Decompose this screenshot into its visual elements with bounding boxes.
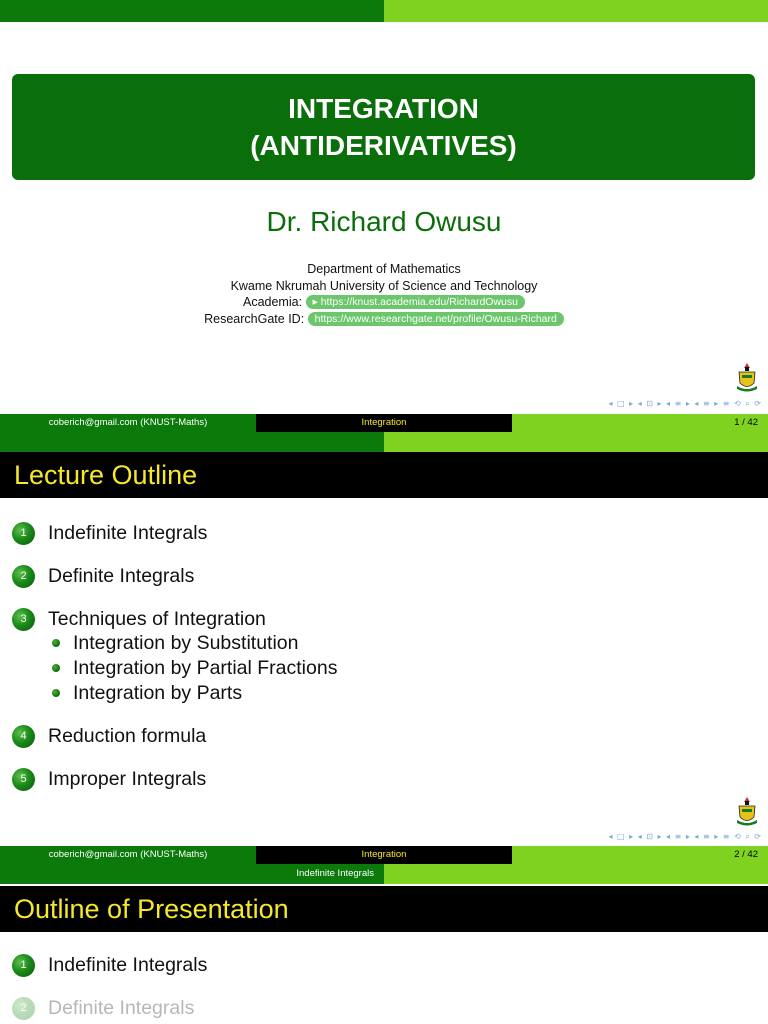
institution-block: [0, 261, 768, 327]
list-item[interactable]: [12, 768, 206, 791]
bullet-icon: [52, 689, 60, 697]
researchgate-row: [0, 311, 768, 328]
item-number-icon: 1: [12, 954, 35, 977]
list-item[interactable]: [12, 565, 194, 588]
item-label: Indefinite Integrals: [48, 522, 208, 544]
sub-list-item[interactable]: [52, 682, 242, 705]
frame-title: Outline of Presentation: [0, 886, 768, 932]
navigation-icons[interactable]: ◂ □ ▸ ◂ ⊡ ▸ ◂ ≡ ▸ ◂ ≡ ▸ ≡ ⟲ ⌕ ⟳: [608, 832, 762, 841]
university-crest-icon: [736, 362, 758, 394]
item-number-icon: 1: [12, 522, 35, 545]
navigation-icons[interactable]: ◂ □ ▸ ◂ ⊡ ▸ ◂ ≡ ▸ ◂ ≡ ▸ ≡ ⟲ ⌕ ⟳: [608, 399, 762, 408]
title-line-1: INTEGRATION: [288, 93, 479, 124]
title-box: [12, 74, 755, 180]
footer-bar: [0, 846, 768, 864]
academia-link[interactable]: ▸ https://knust.academia.edu/RichardOwusu: [306, 295, 525, 309]
list-item[interactable]: [12, 954, 207, 977]
item-number-icon: 2: [12, 565, 35, 588]
department: Department of Mathematics: [307, 262, 461, 276]
footer-bar: [0, 414, 768, 432]
title-slide: [0, 0, 768, 452]
footer-page: 2 / 42: [512, 846, 768, 864]
item-label: Indefinite Integrals: [48, 954, 208, 976]
sub-item-label: Integration by Partial Fractions: [73, 657, 338, 679]
item-label: Definite Integrals: [48, 565, 195, 587]
item-label: Techniques of Integration: [48, 608, 266, 630]
footer-title: Integration: [256, 846, 512, 864]
section-bar: [0, 864, 768, 884]
academia-row: [0, 294, 768, 311]
footer-author: coberich@gmail.com (KNUST-Maths): [0, 846, 256, 864]
top-header-bar: [0, 0, 768, 22]
researchgate-link[interactable]: https://www.researchgate.net/profile/Owusu-Richard: [308, 312, 564, 326]
sub-list-item[interactable]: [52, 632, 298, 655]
footer-title: Integration: [256, 414, 512, 432]
sub-item-label: Integration by Parts: [73, 682, 243, 704]
author-name: Dr. Richard Owusu: [266, 206, 502, 237]
item-label: Improper Integrals: [48, 768, 207, 790]
sub-list-item[interactable]: [52, 657, 337, 680]
item-label: Definite Integrals: [48, 997, 195, 1019]
bullet-icon: [52, 639, 60, 647]
researchgate-label: ResearchGate ID:: [204, 311, 305, 326]
presentation-outline-slide: [0, 884, 768, 1024]
university: Kwame Nkrumah University of Science and Technology: [230, 278, 538, 293]
academia-label: Academia:: [242, 295, 303, 309]
item-number-icon: 4: [12, 725, 35, 748]
frame-title: Lecture Outline: [0, 452, 768, 498]
bottom-strip: [0, 432, 768, 452]
outline-slide: [0, 452, 768, 884]
sub-item-label: Integration by Substitution: [73, 632, 299, 654]
list-item[interactable]: [12, 608, 266, 631]
item-label: Reduction formula: [48, 725, 207, 747]
item-number-icon: 3: [12, 608, 35, 631]
current-section-label[interactable]: Indefinite Integrals: [0, 864, 384, 884]
title-line-2: (ANTIDERIVATIVES): [250, 130, 517, 161]
header-light-segment: [384, 0, 768, 22]
footer-author: coberich@gmail.com (KNUST-Maths): [0, 414, 256, 432]
bullet-icon: [52, 664, 60, 672]
header-dark-segment: [0, 0, 384, 22]
list-item[interactable]: [12, 725, 206, 748]
item-number-icon: 2: [12, 997, 35, 1020]
list-item[interactable]: [12, 997, 194, 1020]
list-item[interactable]: [12, 522, 207, 545]
university-crest-icon: [736, 796, 758, 828]
item-number-icon: 5: [12, 768, 35, 791]
footer-page: 1 / 42: [512, 414, 768, 432]
